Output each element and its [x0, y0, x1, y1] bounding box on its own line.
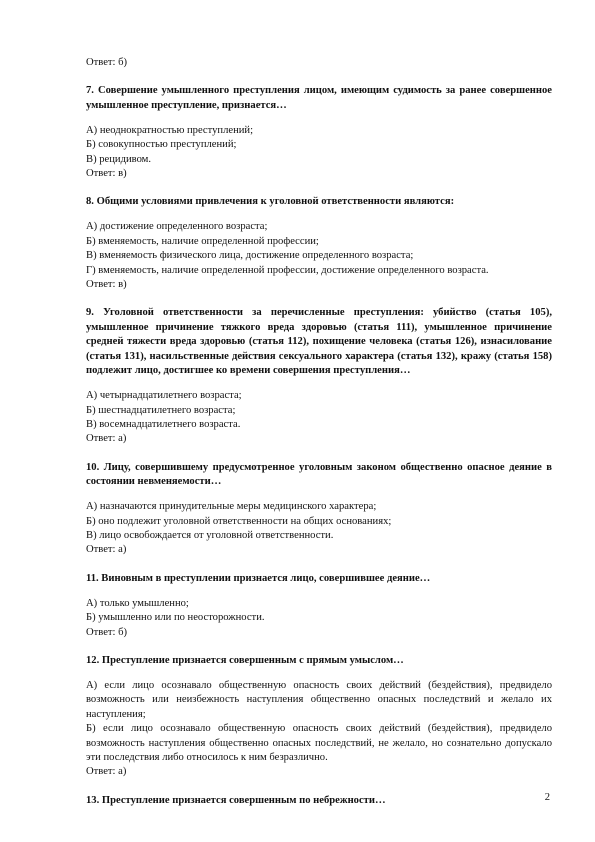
option: В) лицо освобождается от уголовной ответственности. — [86, 529, 334, 541]
answer: Ответ: б) — [86, 626, 128, 638]
option: А) назначаются принудительные меры медицинского характера; — [86, 501, 377, 513]
question-title: 9. Уголовной ответственности за перечисленные преступления: убийство (статья 105), умышленное причинение тяжкого вреда здоровью (статья 111), умышленное причинение средней тяжести вреда здоровью (статья 112), похищение человека (статья 126), изнасилование (статья 131), насильственные действия сексуального характера (статья 132), кражу (статья 158) подлежит лицо, достигшее ко времени совершения преступления… — [86, 307, 552, 377]
option: Б) если лицо осознавало общественную опасность своих действий (бездействия), предвидело возможность наступления общественно опасных последствий, не желало, но сознательно допускало эти последствия либо относилось к ним безразлично. — [86, 723, 552, 763]
question-10 — [86, 461, 552, 558]
option: Г) вменяемость, наличие определенной профессии, достижение определенного возраста. — [86, 264, 489, 276]
question-title: 12. Преступление признается совершенным с прямым умыслом… — [86, 654, 404, 666]
page-number: 2 — [544, 792, 550, 803]
question-7 — [86, 84, 552, 181]
question-8 — [86, 195, 552, 292]
question-title: 13. Преступление признается совершенным по небрежности… — [86, 794, 386, 806]
answer: Ответ: в) — [86, 168, 127, 180]
answer-q6: Ответ: б) — [86, 57, 128, 68]
option: Б) шестнадцатилетнего возраста; — [86, 404, 236, 416]
option: А) если лицо осознавало общественную опасность своих действий (бездействия), предвидело возможность или неизбежность наступления общественно опасных последствий и желало их наступления; — [86, 679, 552, 720]
option: В) восемнадцатилетнего возраста. — [86, 418, 241, 430]
question-title: 8. Общими условиями привлечения к уголовной ответственности являются: — [86, 196, 455, 208]
question-title: 11. Виновным в преступлении признается лицо, совершившее деяние… — [86, 572, 431, 584]
answer: Ответ: а) — [86, 544, 127, 556]
option: Б) вменяемость, наличие определенной профессии; — [86, 235, 319, 247]
question-12 — [86, 654, 552, 780]
option: А) неоднократностью преступлений; — [86, 124, 254, 136]
question-9 — [86, 306, 552, 446]
question-13 — [86, 794, 552, 808]
answer: Ответ: а) — [86, 433, 127, 445]
option: А) четырнадцатилетнего возраста; — [86, 390, 242, 402]
option: В) вменяемость физического лица, достижение определенного возраста; — [86, 250, 414, 262]
question-title: 7. Совершение умышленного преступления лицом, имеющим судимость за ранее совершенное умышленное преступление, признается… — [86, 85, 552, 111]
question-title: 10. Лицу, совершившему предусмотренное уголовным законом общественно опасное деяние в состоянии невменяемости… — [86, 461, 552, 488]
answer: Ответ: в) — [86, 279, 127, 291]
option: Б) оно подлежит уголовной ответственности на общих основаниях; — [86, 515, 392, 527]
question-11 — [86, 572, 552, 640]
option: Б) совокупностью преступлений; — [86, 139, 237, 151]
document-page — [86, 56, 552, 819]
answer: Ответ: а) — [86, 766, 127, 778]
option: Б) умышленно или по неосторожности. — [86, 612, 265, 624]
option: А) достижение определенного возраста; — [86, 221, 268, 233]
option: А) только умышленно; — [86, 597, 189, 609]
option: В) рецидивом. — [86, 153, 152, 165]
